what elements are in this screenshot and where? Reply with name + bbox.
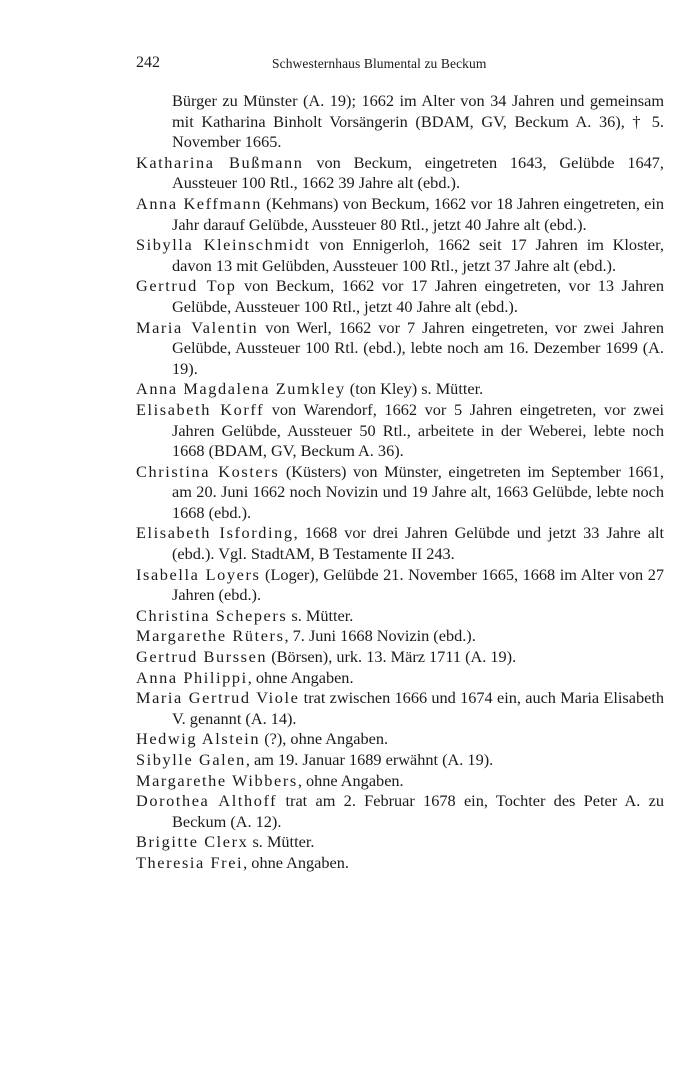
person-name: Sibylle Galen <box>136 750 246 769</box>
person-name: Christina Kosters <box>136 461 280 481</box>
entry-text: von Werl, 1662 vor 7 Jahren eingetreten, vor zwei Jahren Gelübde, Aussteuer 100 Rtl. (ebd.), lebte noch am 16. Dezember 1699 (A. 19). <box>172 317 664 378</box>
list-item <box>136 832 664 853</box>
list-item <box>136 194 664 235</box>
entry-text: trat zwischen 1666 und 1674 ein, auch Maria Elisabeth V. genannt (A. 14). <box>172 688 664 728</box>
person-name: Gertrud Top <box>136 276 237 296</box>
person-name: Elisabeth Korff <box>136 399 265 419</box>
person-name: Sibylla Kleinschmidt <box>136 235 311 255</box>
list-item <box>136 379 664 400</box>
entry-text: , ohne Angaben. <box>247 667 354 687</box>
entry-text: (Küsters) von Münster, eingetreten im September 1661, am 20. Juni 1662 noch Novizin und 19 Jahre alt, 1663 Gelübde, lebte noch 1668 (ebd.). <box>172 461 664 522</box>
person-name: Dorothea Althoff <box>136 791 278 811</box>
list-item <box>136 523 664 564</box>
list-item <box>136 462 664 524</box>
entry-text: von Beckum, 1662 vor 17 Jahren eingetreten, vor 13 Jahren Gelübde, Aussteuer 100 Rtl., jetzt 40 Jahre alt (ebd.). <box>172 276 664 316</box>
entry-text: , ohne Angaben. <box>243 852 349 872</box>
list-item <box>136 400 664 462</box>
person-name: Christina Schepers <box>136 605 288 625</box>
person-name: Margarethe Rüters <box>136 626 285 646</box>
person-name: Elisabeth Isfording <box>136 523 294 543</box>
list-item <box>136 853 664 874</box>
person-name: Anna Keffmann <box>136 193 262 213</box>
list-item <box>136 750 664 771</box>
entry-list <box>136 91 664 874</box>
entry-text: s. Mütter. <box>248 832 315 852</box>
entry-text: (ton Kley) s. Mütter. <box>345 379 484 399</box>
person-name: Brigitte Clerx <box>136 832 249 852</box>
list-item <box>136 276 664 317</box>
list-item <box>136 668 664 689</box>
entry-text: Bürger zu Münster (A. 19); 1662 im Alter von 34 Jahren und gemeinsam mit Katharina Binholt Vorsängerin (BDAM, GV, Beckum A. 36), † 5. November 1665. <box>172 91 664 152</box>
person-name: Anna Magdalena Zumkley <box>136 379 346 399</box>
entry-text: (Loger), Gelübde 21. November 1665, 1668 im Alter von 27 Jahren (ebd.). <box>172 564 665 605</box>
list-item <box>136 729 664 750</box>
person-name: Theresia Frei <box>136 852 244 872</box>
person-name: Katharina Bußmann <box>136 152 304 172</box>
person-name: Margarethe Wibbers <box>136 770 298 790</box>
running-title: Schwesternhaus Blumental zu Beckum <box>272 56 487 71</box>
person-name: Maria Gertrud Viole <box>136 688 300 708</box>
entry-text: , 1668 vor drei Jahren Gelübde und jetzt 33 Jahre alt (ebd.). Vgl. StadtAM, B Testamente II 243. <box>172 523 664 564</box>
entry-text: von Warendorf, 1662 vor 5 Jahren eingetreten, vor zwei Jahren Gelübde, Aussteuer 50 Rtl., arbeitete in der Weberei, lebte noch 1668 (BDAM, GV, Beckum A. 36). <box>172 399 665 461</box>
entry-text: , 7. Juni 1668 Novizin (ebd.). <box>284 626 476 646</box>
list-item <box>136 153 664 194</box>
person-name: Gertrud Burssen <box>136 647 268 667</box>
list-item <box>136 235 664 276</box>
entry-text: von Beckum, eingetreten 1643, Gelübde 1647, Aussteuer 100 Rtl., 1662 39 Jahre alt (ebd.). <box>172 152 664 193</box>
list-item <box>136 318 664 380</box>
entry-text: (Börsen), urk. 13. März 1711 (A. 19). <box>267 647 517 667</box>
entry-text: trat am 2. Februar 1678 ein, Tochter des Peter A. zu Beckum (A. 12). <box>172 791 665 831</box>
running-head <box>136 53 664 75</box>
list-item <box>136 791 664 832</box>
person-name: Hedwig Alstein <box>136 729 261 749</box>
person-name: Isabella Loyers <box>136 564 261 584</box>
list-item <box>136 771 664 792</box>
entry-text: , am 19. Januar 1689 erwähnt (A. 19). <box>245 750 494 769</box>
entry-text: s. Mütter. <box>287 605 354 625</box>
list-item <box>136 647 664 668</box>
list-item <box>136 91 664 153</box>
person-name: Anna Philippi <box>136 667 248 687</box>
list-item <box>136 606 664 627</box>
entry-text: (?), ohne Angaben. <box>260 729 389 749</box>
list-item <box>136 688 664 729</box>
entry-text: von Ennigerloh, 1662 seit 17 Jahren im Kloster, davon 13 mit Gelübden, Aussteuer 100 Rtl., jetzt 37 Jahre alt (ebd.). <box>172 235 664 275</box>
list-item <box>136 626 664 647</box>
list-item <box>136 565 664 606</box>
entry-text: (Kehmans) von Beckum, 1662 vor 18 Jahren eingetreten, ein Jahr darauf Gelübde, Aussteuer 80 Rtl., jetzt 40 Jahre alt (ebd.). <box>172 193 664 234</box>
person-name: Maria Valentin <box>136 317 259 337</box>
entry-text: , ohne Angaben. <box>297 770 404 790</box>
page-number: 242 <box>136 54 160 71</box>
